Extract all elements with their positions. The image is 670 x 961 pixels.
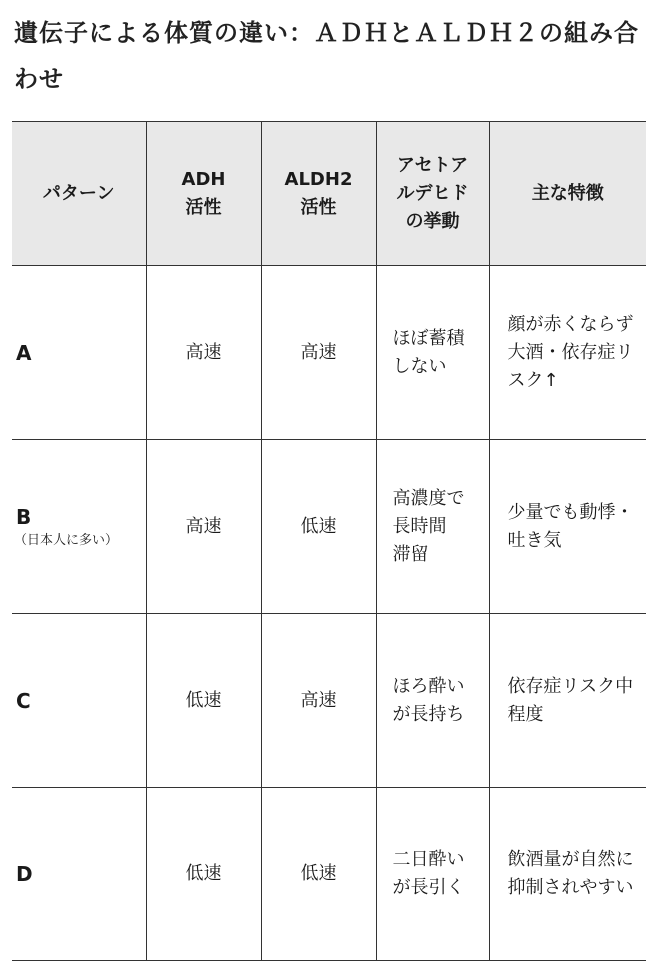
aldh2-activity-cell: 高速 (261, 266, 376, 440)
header-adh-activity (146, 122, 261, 266)
pattern-cell (12, 266, 146, 440)
adh-activity-cell: 高速 (146, 440, 261, 614)
header-behavior-line-1: アセトア (396, 154, 469, 176)
header-adh-label: ADH (181, 168, 226, 190)
pattern-letter: B (16, 504, 32, 529)
behavior-line-2: が長持ち (392, 703, 465, 725)
header-aldh2-activity-label: 活性 (300, 196, 337, 218)
aldh2-activity-cell: 低速 (261, 788, 376, 961)
adh-activity-cell: 高速 (146, 266, 261, 440)
pattern-letter: A (16, 340, 32, 365)
behavior-line-2: 長時間 (392, 515, 447, 537)
pattern-letter: D (16, 862, 33, 886)
header-aldh2-label: ALDH2 (284, 168, 353, 190)
table-row-c (12, 614, 646, 788)
table-header-row (12, 122, 646, 266)
header-pattern: パターン (12, 122, 146, 266)
pattern-letter: C (16, 688, 31, 713)
pattern-comparison-table (12, 121, 646, 961)
header-acetaldehyde-behavior (376, 122, 489, 266)
page-title: 遺伝子による体質の違い：ＡＤＨとＡＬＤＨ２の組み合わせ (14, 19, 639, 93)
header-main-features: 主な特徴 (489, 122, 646, 266)
table-row-b (12, 440, 646, 614)
table-row-a (12, 266, 646, 440)
pattern-cell (12, 440, 146, 614)
feature-cell: 飲酒量が自然に抑制されやすい (489, 788, 646, 961)
adh-activity-cell: 低速 (146, 614, 261, 788)
aldh2-activity-cell: 低速 (261, 440, 376, 614)
header-aldh2-activity (261, 122, 376, 266)
feature-cell: 依存症リスク中程度 (489, 614, 646, 788)
header-behavior-line-3: の挙動 (405, 210, 460, 232)
pattern-cell (12, 788, 146, 961)
behavior-cell (376, 266, 489, 440)
behavior-cell (376, 788, 489, 961)
behavior-line-2: しない (392, 355, 447, 377)
behavior-cell (376, 440, 489, 614)
behavior-line-1: ほろ酔い (392, 675, 465, 697)
header-adh-activity-label: 活性 (185, 196, 222, 218)
behavior-line-3: 滞留 (392, 543, 429, 565)
header-behavior-line-2: ルデヒド (396, 182, 469, 204)
behavior-line-1: ほぼ蓄積 (392, 327, 465, 349)
table-row-d (12, 788, 646, 961)
pattern-cell (12, 614, 146, 788)
aldh2-activity-cell: 高速 (261, 614, 376, 788)
pattern-note: （日本人に多い） (14, 532, 119, 548)
behavior-line-1: 二日酔い (392, 849, 465, 870)
behavior-cell (376, 614, 489, 788)
behavior-line-2: が長引く (392, 877, 465, 898)
feature-cell: 顔が赤くならず大酒・依存症リスク↑ (489, 266, 646, 440)
adh-activity-cell: 低速 (146, 788, 261, 961)
behavior-line-1: 高濃度で (392, 487, 465, 509)
feature-cell: 少量でも動悸・吐き気 (489, 440, 646, 614)
